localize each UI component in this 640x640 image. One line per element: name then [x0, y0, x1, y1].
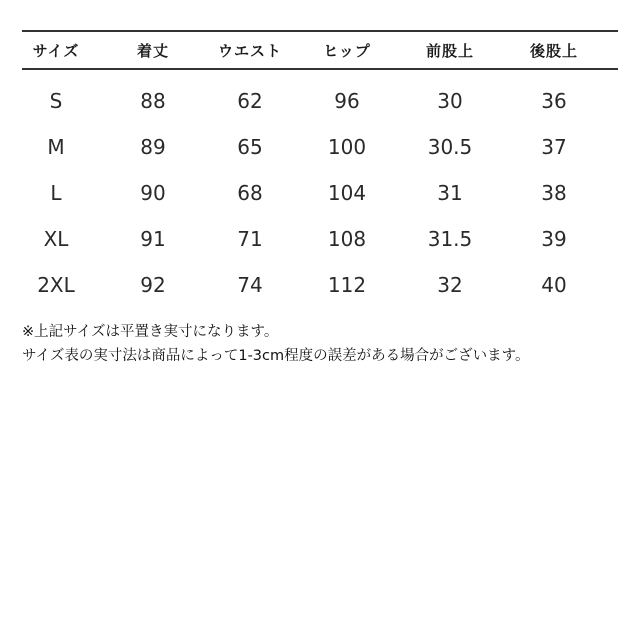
table-row [22, 170, 618, 216]
note-line: ※上記サイズは平置き実寸になります。 [22, 324, 279, 340]
cell-length: 92 [140, 273, 166, 297]
cell-size: L [50, 181, 62, 205]
cell-waist: 71 [237, 227, 263, 251]
cell-length: 91 [140, 227, 166, 251]
header-length: 着丈 [136, 41, 169, 60]
cell-back-rise: 36 [541, 89, 567, 113]
cell-back-rise: 37 [541, 135, 567, 159]
cell-waist: 68 [237, 181, 263, 205]
cell-hip: 100 [327, 135, 367, 159]
cell-size: XL [43, 227, 69, 251]
table-row [22, 216, 618, 262]
note-line: サイズ表の実寸法は商品によって1-3cm程度の誤差がある場合がございます。 [22, 348, 530, 364]
cell-front-rise: 31 [437, 181, 463, 205]
header-waist: ウエスト [217, 41, 282, 60]
cell-back-rise: 38 [541, 181, 567, 205]
cell-size: M [47, 135, 65, 159]
cell-size: S [49, 89, 63, 113]
table-body [22, 70, 618, 308]
cell-hip: 104 [327, 181, 367, 205]
cell-hip: 112 [327, 273, 367, 297]
header-back-rise: 後股上 [529, 41, 578, 60]
cell-front-rise: 30.5 [427, 135, 473, 159]
cell-waist: 62 [237, 89, 263, 113]
cell-length: 88 [140, 89, 166, 113]
cell-length: 89 [140, 135, 166, 159]
table-row [22, 78, 618, 124]
cell-front-rise: 31.5 [427, 227, 473, 251]
header-front-rise: 前股上 [425, 41, 474, 60]
cell-back-rise: 39 [541, 227, 567, 251]
table-header-row [22, 32, 618, 68]
cell-front-rise: 30 [437, 89, 463, 113]
cell-length: 90 [140, 181, 166, 205]
cell-hip: 108 [327, 227, 367, 251]
cell-waist: 74 [237, 273, 263, 297]
cell-waist: 65 [237, 135, 263, 159]
size-chart [22, 30, 618, 308]
header-size: サイズ [32, 41, 80, 60]
cell-size: 2XL [37, 273, 75, 297]
cell-front-rise: 32 [437, 273, 463, 297]
table-row [22, 124, 618, 170]
table-row [22, 262, 618, 308]
cell-hip: 96 [334, 89, 360, 113]
size-notes [22, 320, 529, 368]
cell-back-rise: 40 [541, 273, 567, 297]
header-hip: ヒップ [323, 41, 371, 60]
